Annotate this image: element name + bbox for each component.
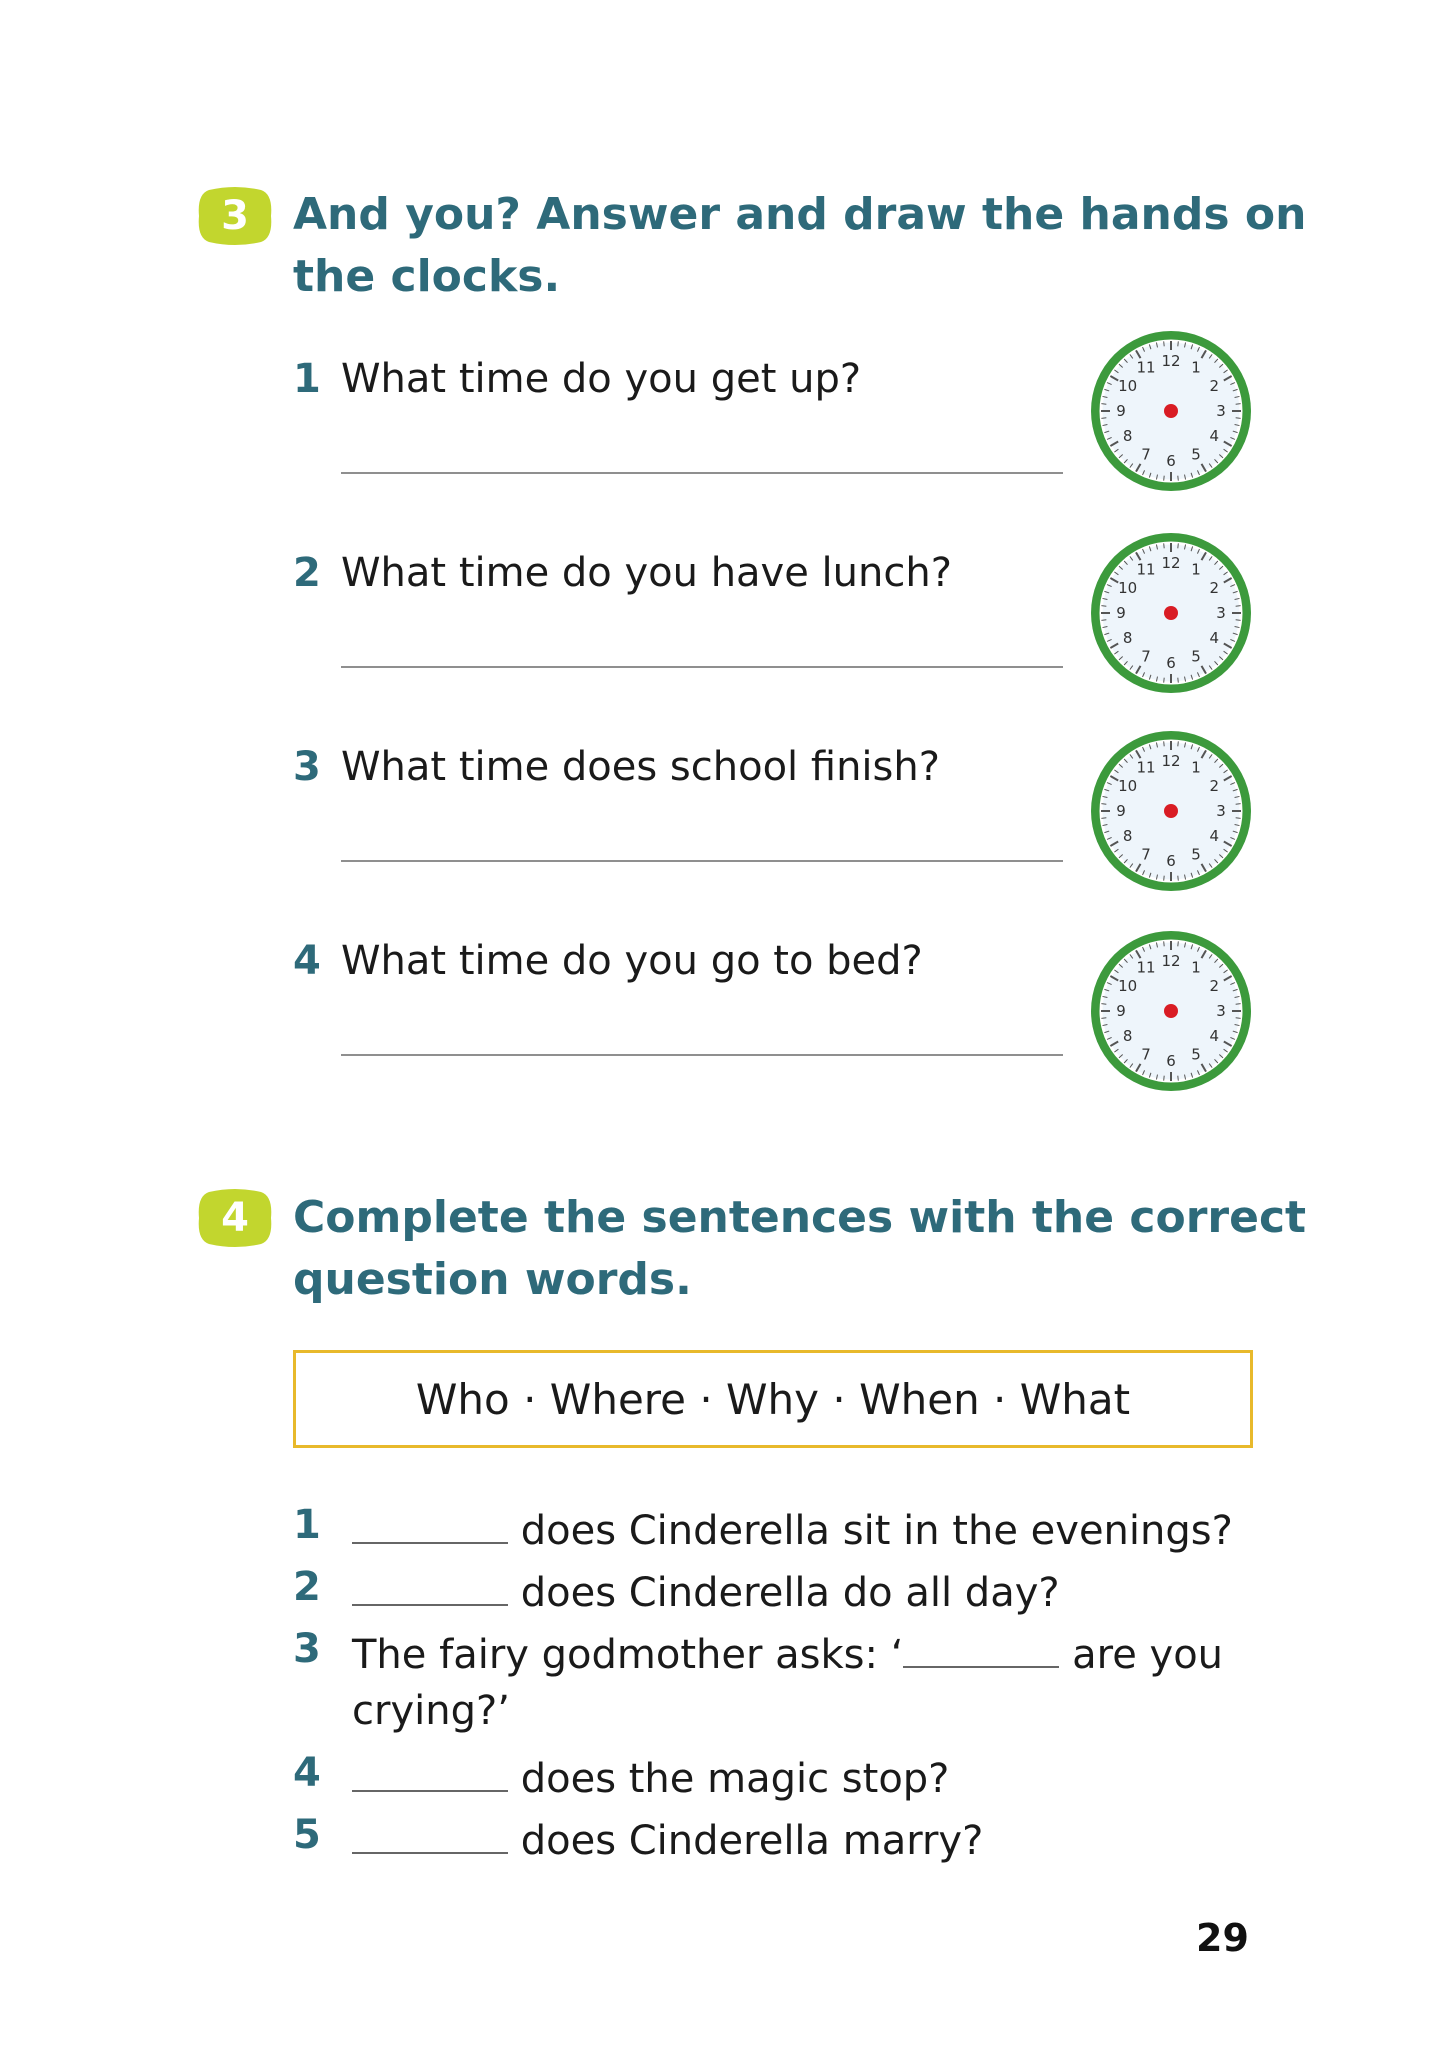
- sentence-continuation: crying?’: [352, 1688, 510, 1734]
- clock-tick: [1236, 804, 1241, 805]
- clock-center-dot: [1164, 1004, 1178, 1018]
- sentence-text-before: The fairy godmother asks: ‘: [352, 1632, 904, 1678]
- clock-numeral: 5: [1191, 1045, 1201, 1064]
- clock-face[interactable]: [1086, 528, 1256, 698]
- clock-center-dot: [1164, 804, 1178, 818]
- clock-tick: [1101, 606, 1106, 607]
- clock-center-dot: [1164, 404, 1178, 418]
- question-text: What time do you have lunch?: [341, 550, 952, 596]
- clock-tick: [1178, 1076, 1179, 1081]
- question-text: What time do you go to bed?: [341, 938, 923, 984]
- question-text: What time do you get up?: [341, 356, 862, 402]
- clock-face[interactable]: [1086, 326, 1256, 496]
- clock-tick: [1178, 741, 1179, 746]
- clock-numeral: 4: [1209, 827, 1220, 845]
- question-number: 4: [293, 938, 321, 984]
- clock-tick: [1236, 1018, 1241, 1019]
- page-number: 29: [1196, 1916, 1249, 1960]
- clock-numeral: 7: [1141, 445, 1151, 464]
- sentence-number: 3: [293, 1626, 321, 1672]
- answer-blank[interactable]: [352, 1502, 508, 1544]
- clock-numeral: 11: [1136, 958, 1156, 977]
- sentence: [352, 1502, 1233, 1554]
- answer-line[interactable]: [341, 472, 1063, 474]
- clock-tick: [1164, 341, 1165, 346]
- clock-numeral: 8: [1122, 827, 1133, 845]
- exercise-3-title-line1: And you? Answer and draw the hands on: [293, 189, 1307, 240]
- exercise-3-title: [293, 184, 1306, 308]
- sentence-text: does the magic stop?: [520, 1756, 950, 1802]
- clock-numeral: 12: [1161, 352, 1181, 370]
- clock-numeral: 3: [1216, 1002, 1226, 1020]
- clock-tick: [1101, 404, 1106, 405]
- sentence-text: does Cinderella marry?: [520, 1818, 984, 1864]
- sentence-number: 1: [293, 1502, 321, 1548]
- exercise-3-badge: [195, 186, 275, 246]
- clock-numeral: 10: [1118, 777, 1138, 795]
- answer-blank[interactable]: [352, 1750, 508, 1792]
- exercise-4-title-line2: question words.: [293, 1254, 692, 1305]
- clock-numeral: 10: [1118, 377, 1138, 395]
- clock-face[interactable]: [1086, 726, 1256, 896]
- exercise-4-badge: [195, 1188, 275, 1248]
- clock-numeral: 11: [1136, 560, 1156, 579]
- clock-tick: [1236, 418, 1241, 419]
- question-number: 3: [293, 744, 321, 790]
- clock-numeral: 2: [1209, 777, 1220, 795]
- clock-tick: [1178, 476, 1179, 481]
- clock-numeral: 1: [1191, 358, 1201, 377]
- clock-numeral: 1: [1191, 758, 1201, 777]
- clock-tick: [1236, 818, 1241, 819]
- answer-blank[interactable]: [352, 1812, 508, 1854]
- clock-numeral: 2: [1209, 977, 1220, 995]
- clock-numeral: 7: [1141, 1045, 1151, 1064]
- clock-numeral: 4: [1209, 629, 1220, 647]
- clock-numeral: 8: [1122, 1027, 1133, 1045]
- answer-line[interactable]: [341, 860, 1063, 862]
- clock-numeral: 2: [1209, 377, 1220, 395]
- clock-numeral: 11: [1136, 758, 1156, 777]
- clock-numeral: 2: [1209, 579, 1220, 597]
- sentence: [352, 1812, 983, 1864]
- clock-tick: [1164, 678, 1165, 683]
- answer-line[interactable]: [341, 666, 1063, 668]
- clock-tick: [1178, 876, 1179, 881]
- sentence-number: 4: [293, 1750, 321, 1796]
- clock-tick: [1178, 543, 1179, 548]
- clock-tick: [1164, 741, 1165, 746]
- word-box: Who · Where · Why · When · What: [293, 1350, 1253, 1448]
- clock-tick: [1101, 620, 1106, 621]
- clock-numeral: 9: [1116, 604, 1126, 622]
- sentence: [352, 1626, 1223, 1678]
- clock-numeral: 4: [1209, 427, 1220, 445]
- question-text: What time does school finish?: [341, 744, 940, 790]
- clock-numeral: 5: [1191, 647, 1201, 666]
- clock-numeral: 10: [1118, 579, 1138, 597]
- clock-tick: [1178, 941, 1179, 946]
- clock-tick: [1164, 1076, 1165, 1081]
- clock-tick: [1236, 404, 1241, 405]
- clock-numeral: 9: [1116, 402, 1126, 420]
- answer-blank[interactable]: [903, 1626, 1059, 1668]
- exercise-4-title-line1: Complete the sentences with the correct: [293, 1192, 1307, 1243]
- clock-tick: [1101, 1004, 1106, 1005]
- clock-numeral: 8: [1122, 629, 1133, 647]
- clock-numeral: 6: [1166, 452, 1176, 470]
- clock-numeral: 5: [1191, 445, 1201, 464]
- sentence: [352, 1750, 949, 1802]
- exercise-4-number: 4: [221, 1195, 249, 1241]
- clock-tick: [1178, 678, 1179, 683]
- clock-tick: [1236, 1004, 1241, 1005]
- clock-numeral: 6: [1166, 1052, 1176, 1070]
- clock-numeral: 9: [1116, 1002, 1126, 1020]
- clock-center-dot: [1164, 606, 1178, 620]
- exercise-4-title: [293, 1187, 1306, 1311]
- sentence-text: does Cinderella sit in the evenings?: [520, 1508, 1233, 1554]
- answer-blank[interactable]: [352, 1564, 508, 1606]
- exercise-3-title-line2: the clocks.: [293, 251, 561, 302]
- clock-numeral: 11: [1136, 358, 1156, 377]
- exercise-3-number: 3: [221, 193, 249, 239]
- clock-tick: [1178, 341, 1179, 346]
- clock-numeral: 7: [1141, 845, 1151, 864]
- clock-numeral: 3: [1216, 802, 1226, 820]
- clock-numeral: 8: [1122, 427, 1133, 445]
- question-number: 1: [293, 356, 321, 402]
- clock-tick: [1101, 818, 1106, 819]
- clock-numeral: 12: [1161, 554, 1181, 572]
- clock-tick: [1164, 543, 1165, 548]
- clock-numeral: 12: [1161, 952, 1181, 970]
- clock-numeral: 9: [1116, 802, 1126, 820]
- sentence-text: does Cinderella do all day?: [520, 1570, 1060, 1616]
- clock-numeral: 5: [1191, 845, 1201, 864]
- clock-numeral: 3: [1216, 604, 1226, 622]
- clock-numeral: 7: [1141, 647, 1151, 666]
- clock-numeral: 3: [1216, 402, 1226, 420]
- clock-face[interactable]: [1086, 926, 1256, 1096]
- clock-tick: [1101, 418, 1106, 419]
- clock-tick: [1236, 620, 1241, 621]
- question-number: 2: [293, 550, 321, 596]
- clock-numeral: 4: [1209, 1027, 1220, 1045]
- clock-tick: [1236, 606, 1241, 607]
- answer-line[interactable]: [341, 1054, 1063, 1056]
- sentence: [352, 1564, 1060, 1616]
- sentence-text-after: are you: [1072, 1632, 1224, 1678]
- sentence-number: 2: [293, 1564, 321, 1610]
- clock-numeral: 1: [1191, 958, 1201, 977]
- clock-numeral: 10: [1118, 977, 1138, 995]
- clock-tick: [1101, 804, 1106, 805]
- clock-tick: [1164, 476, 1165, 481]
- clock-numeral: 12: [1161, 752, 1181, 770]
- sentence-number: 5: [293, 1812, 321, 1858]
- clock-numeral: 6: [1166, 654, 1176, 672]
- clock-numeral: 1: [1191, 560, 1201, 579]
- clock-tick: [1101, 1018, 1106, 1019]
- clock-tick: [1164, 876, 1165, 881]
- clock-numeral: 6: [1166, 852, 1176, 870]
- clock-tick: [1164, 941, 1165, 946]
